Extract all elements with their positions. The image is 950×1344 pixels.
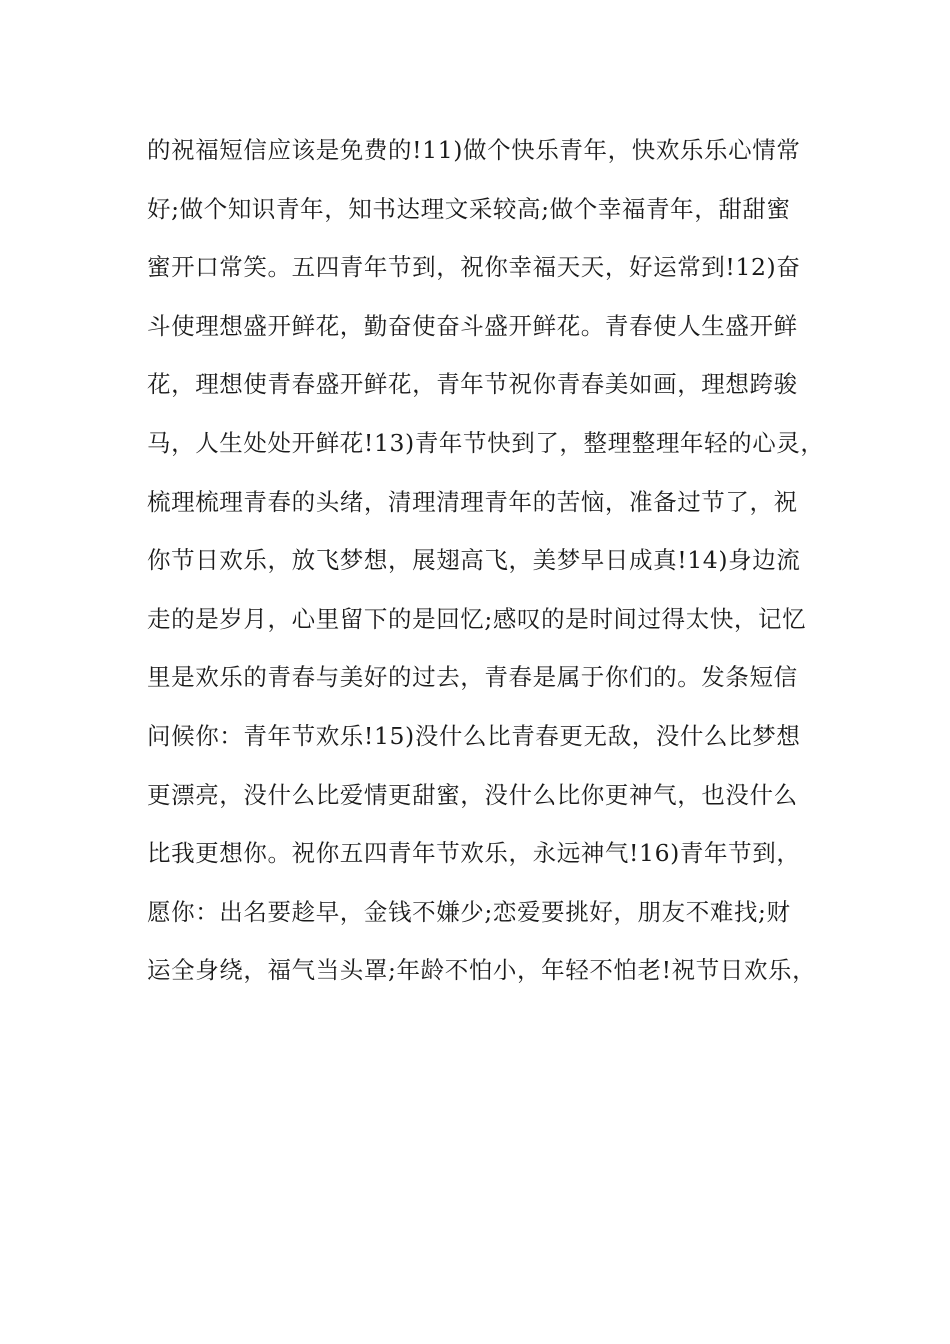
text-line: 蜜开口常笑。五四青年节到，祝你幸福天天，好运常到!12)奋 [147,253,801,282]
text-line: 运全身绕，福气当头罩;年龄不怕小，年轻不怕老!祝节日欢乐， [147,956,817,985]
text-line: 马，人生处处开鲜花!13)青年节快到了，整理整理年轻的心灵， [147,428,825,457]
text-line: 比我更想你。祝你五四青年节欢乐，永远神气!16)青年节到， [147,839,801,868]
text-line: 问候你：青年节欢乐!15)没什么比青春更无敌，没什么比梦想 [147,721,801,750]
text-line: 你节日欢乐，放飞梦想，展翅高飞，美梦早日成真!14)身边流 [147,546,801,575]
text-line: 斗使理想盛开鲜花，勤奋使奋斗盛开鲜花。青春使人生盛开鲜 [147,311,798,340]
text-line: 里是欢乐的青春与美好的过去，青春是属于你们的。发条短信 [147,663,798,692]
text-line: 更漂亮，没什么比爱情更甜蜜，没什么比你更神气，也没什么 [147,780,798,809]
text-line: 的祝福短信应该是免费的!11)做个快乐青年，快欢乐乐心情常 [147,136,801,164]
text-line: 花，理想使青春盛开鲜花，青年节祝你青春美如画，理想跨骏 [147,370,798,399]
text-line: 愿你：出名要趁早，金钱不嫌少;恋爱要挑好，朋友不难找;财 [147,897,791,926]
text-line: 走的是岁月，心里留下的是回忆;感叹的是时间过得太快，记忆 [147,604,807,633]
text-line: 好;做个知识青年，知书达理文采较高;做个幸福青年，甜甜蜜 [147,194,791,223]
body-text [147,128,825,1007]
text-line: 梳理梳理青春的头绪，清理清理青年的苦恼，准备过节了，祝 [147,487,798,516]
